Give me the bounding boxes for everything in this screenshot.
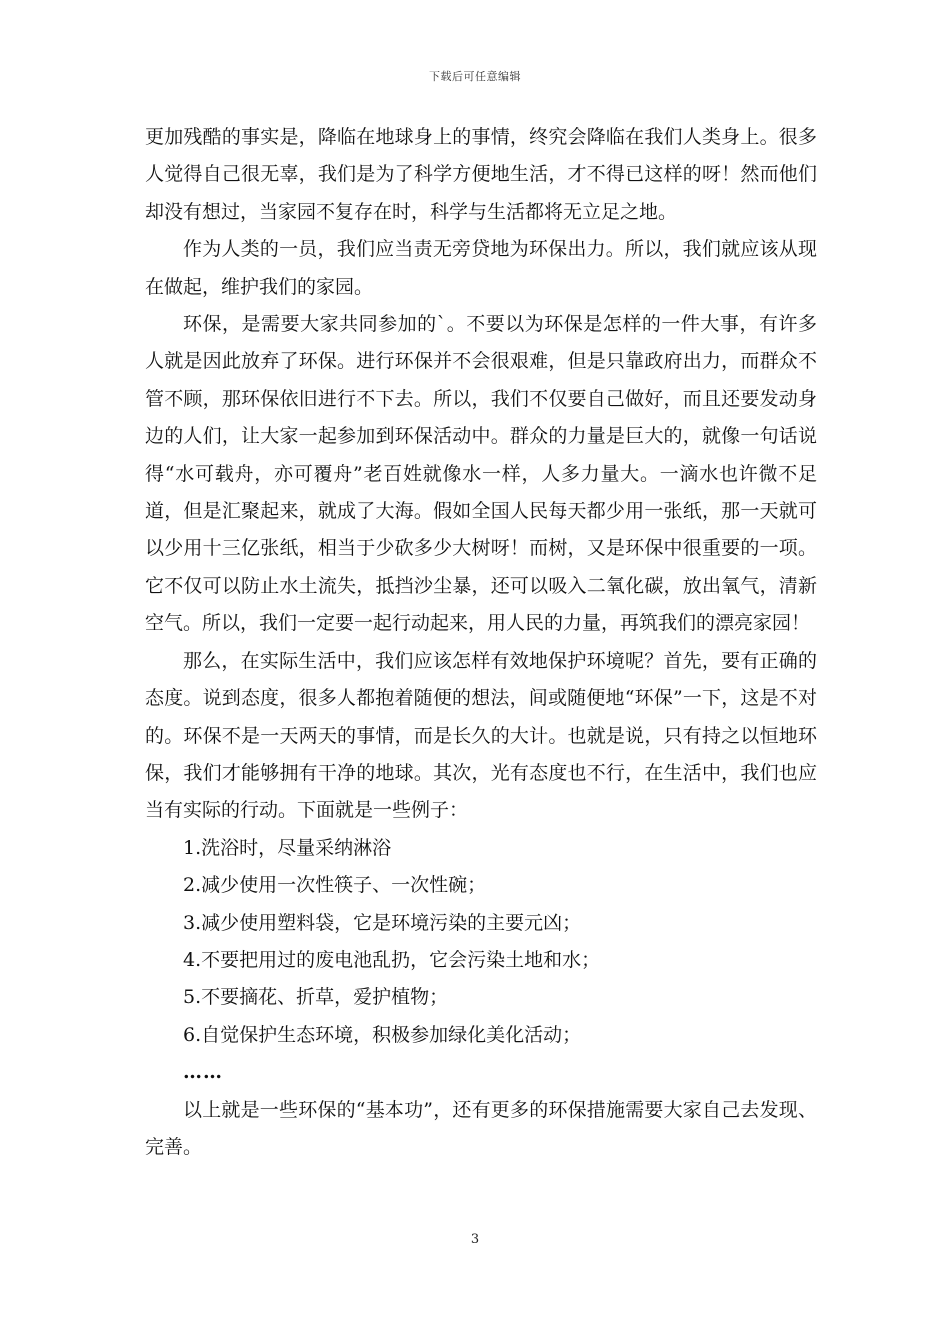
paragraph-1: 更加残酷的事实是，降临在地球身上的事情，终究会降临在我们人类身上。很多人觉得自己很无辜，我们是为了科学方便地生活，才不得已这样的呀！然而他们却没有想过，当家园不复存在时，科学与生活都将无立足之地。 [145, 126, 817, 223]
list-item: 2.减少使用一次性筷子、一次性碗； [183, 874, 487, 897]
list-item: 6.自觉保护生态环境，积极参加绿化美化活动； [183, 1023, 582, 1046]
list-item: 5.不要摘花、折草，爱护植物； [183, 986, 449, 1009]
list-item: 1.洗浴时，尽量采纳淋浴 [183, 836, 392, 859]
paragraph-4: 那么，在实际生活中，我们应该怎样有效地保护环境呢？首先，要有正确的态度。说到态度，很多人都抱着随便的想法，间或随便地“环保”一下，这是不对的。环保不是一天两天的事情，而是长久的大计。也就是说，只有持之以恒地环保，我们才能够拥有干净的地球。其次，光有态度也不行，在生活中，我们也应当有实际的行动。下面就是一些例子： [145, 649, 817, 822]
document-body [145, 119, 817, 1166]
paragraph-2: 作为人类的一员，我们应当责无旁贷地为环保出力。所以，我们就应该从现在做起，维护我们的家园。 [145, 238, 817, 298]
page-header: 下载后可任意编辑 [429, 70, 521, 83]
closing-paragraph: 以上就是一些环保的“基本功”，还有更多的环保措施需要大家自己去发现、完善。 [145, 1098, 817, 1158]
list-item: 3.减少使用塑料袋，它是环境污染的主要元凶； [183, 911, 582, 934]
page-number: 3 [470, 1232, 480, 1247]
list-ellipsis: …… [183, 1061, 223, 1084]
paragraph-3: 环保，是需要大家共同参加的`。不要以为环保是怎样的一件大事，有许多人就是因此放弃了环保。进行环保并不会很艰难，但是只靠政府出力，而群众不管不顾，那环保依旧进行不下去。所以，我们不仅要自己做好，而且还要发动身边的人们，让大家一起参加到环保活动中。群众的力量是巨大的，就像一句话说得“水可载舟，亦可覆舟”老百姓就像水一样，人多力量大。一滴水也许微不足道，但是汇聚起来，就成了大海。假如全国人民每天都少用一张纸，那一天就可以少用十三亿张纸，相当于少砍多少大树呀！而树，又是环保中很重要的一项。它不仅可以防止水土流失，抵挡沙尘暴，还可以吸入二氧化碳，放出氧气，清新空气。所以，我们一定要一起行动起来，用人民的力量，再筑我们的漂亮家园！ [145, 313, 817, 635]
list-item: 4.不要把用过的废电池乱扔，它会污染土地和水； [183, 948, 601, 971]
